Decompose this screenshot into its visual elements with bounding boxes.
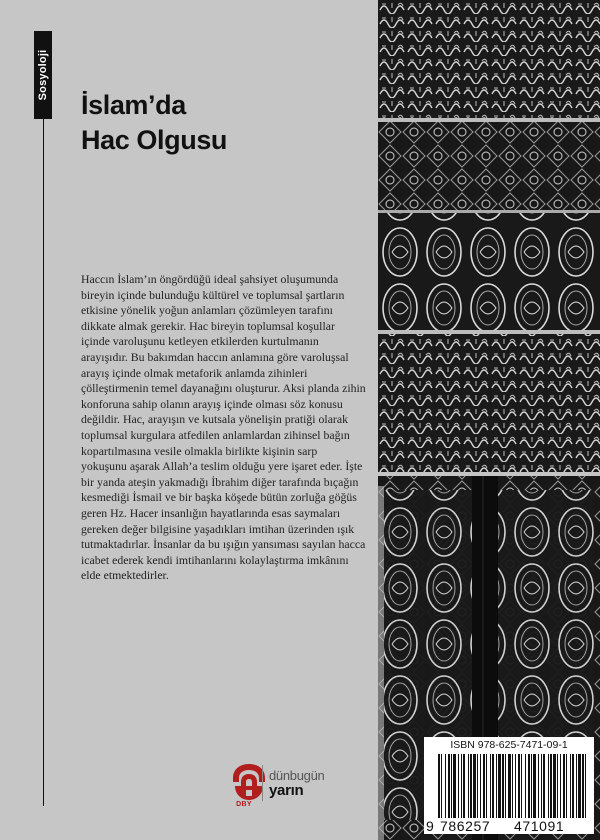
publisher-mark-label: DBY	[236, 801, 252, 808]
back-cover-blurb: Haccın İslam’ın öngördüğü ideal şahsiyet oluşumunda bireyin içinde bulunduğu kültürel ve toplumsal şartların etkisine yönelik yoğun anlamları çözümleyen tarafını dikkate almak gerekir. Hac bireyin toplumsal koşullar içinde varoluşunu ketleyen etkilerden kurtulmanın arayışıdır. Bu bakımdan haccın anlamına göre varoluşsal arayış içinde olmak metaforik anlamda zihinleri çölleştirmenin temel dayanağını oluşturur. Aksi planda zihin konforuna sahip olanın arayış içinde olması söz konusu değildir. Hac, arayışın ve kutsala yönelişin pratiği olarak toplumsal kurgulara atfedilen anlamlardan zihinsel bağın kopartılmasına vesile olmakla birlikte kişinin sarp yokuşunu aşarak Allah’a teslim olduğu yere işaret eder. İşte bir yanda ateşin yakmadığı İbrahim diğer tarafında bıçağın kesmediği İsmail ve bir başka köşede bütün zorluğa göğüs geren Hz. Hacer insanlığın hayatlarında esas saymaları gereken değer bilgisine yaşadıkları imtihan üzerinden ışık tutmaktadırlar. İnsanlar da bu ışığın yansıması sayılan hacca icabet ederek kendi imtihanlarını kolaylaştırma imkânını elde etmektedirler.	[81, 272, 366, 583]
publisher-name-line-1: dünbugün	[269, 768, 325, 783]
barcode-bar	[463, 754, 465, 818]
barcode-bar	[515, 754, 516, 818]
barcode-icon	[436, 754, 588, 818]
barcode-bar	[531, 754, 532, 818]
barcode-bar	[553, 754, 556, 818]
publisher-divider	[262, 765, 263, 801]
barcode-bar	[448, 754, 450, 818]
barcode-bar	[512, 754, 513, 818]
barcode-bar	[498, 754, 501, 818]
barcode-bar	[502, 754, 504, 818]
barcode-bar	[473, 754, 476, 818]
barcode-bar	[453, 754, 456, 818]
barcode-bar	[582, 754, 584, 818]
barcode-bar	[557, 754, 558, 818]
barcode-bar	[477, 754, 478, 818]
barcode-bar	[490, 754, 491, 818]
barcode-bar	[572, 754, 574, 818]
barcode-bar	[470, 754, 472, 818]
barcode-digit-lead: 9	[426, 818, 435, 834]
barcode-bar	[543, 754, 545, 818]
kiswah-photo-icon	[378, 0, 600, 840]
barcode-bar	[508, 754, 511, 818]
barcode-bar	[550, 754, 552, 818]
barcode-bar	[533, 754, 536, 818]
book-title	[81, 88, 227, 158]
barcode-bar	[541, 754, 542, 818]
category-label: Sosyoloji	[37, 49, 49, 101]
barcode-bar	[585, 754, 586, 818]
barcode-bar	[480, 754, 481, 818]
barcode-bar	[486, 754, 487, 818]
publisher-name-line-2: yarın	[269, 782, 304, 799]
isbn-label: ISBN 978-625-7471-09-1	[450, 739, 568, 751]
barcode-bar	[576, 754, 577, 818]
barcode-bar	[492, 754, 494, 818]
barcode-bar	[438, 754, 440, 818]
barcode-digit-group-1: 786257	[440, 818, 491, 834]
vertical-rule	[43, 119, 44, 806]
barcode-bar	[538, 754, 539, 818]
barcode-digit-group-2: 471091	[514, 818, 565, 834]
barcode-bar	[570, 754, 571, 818]
barcode-bar	[548, 754, 549, 818]
barcode-bar	[461, 754, 462, 818]
barcode-bar	[505, 754, 506, 818]
barcode-bar	[566, 754, 567, 818]
barcode-bar	[468, 754, 469, 818]
barcode-bar	[528, 754, 530, 818]
barcode-bar	[560, 754, 561, 818]
barcode-bar	[525, 754, 526, 818]
barcode-bar	[483, 754, 485, 818]
barcode-bar	[451, 754, 452, 818]
barcode-bar	[441, 754, 442, 818]
barcode-bar	[578, 754, 581, 818]
barcode-bar	[521, 754, 522, 818]
book-title-line-2: Hac Olgusu	[81, 125, 228, 155]
barcode-bar	[458, 754, 459, 818]
barcode-bar	[563, 754, 565, 818]
barcode-bar	[518, 754, 520, 818]
publisher-name	[269, 769, 324, 798]
book-title-line-1: İslam’da	[81, 90, 186, 120]
barcode-bar	[496, 754, 497, 818]
barcode-bar	[445, 754, 446, 818]
kiswah-photo	[378, 0, 600, 840]
